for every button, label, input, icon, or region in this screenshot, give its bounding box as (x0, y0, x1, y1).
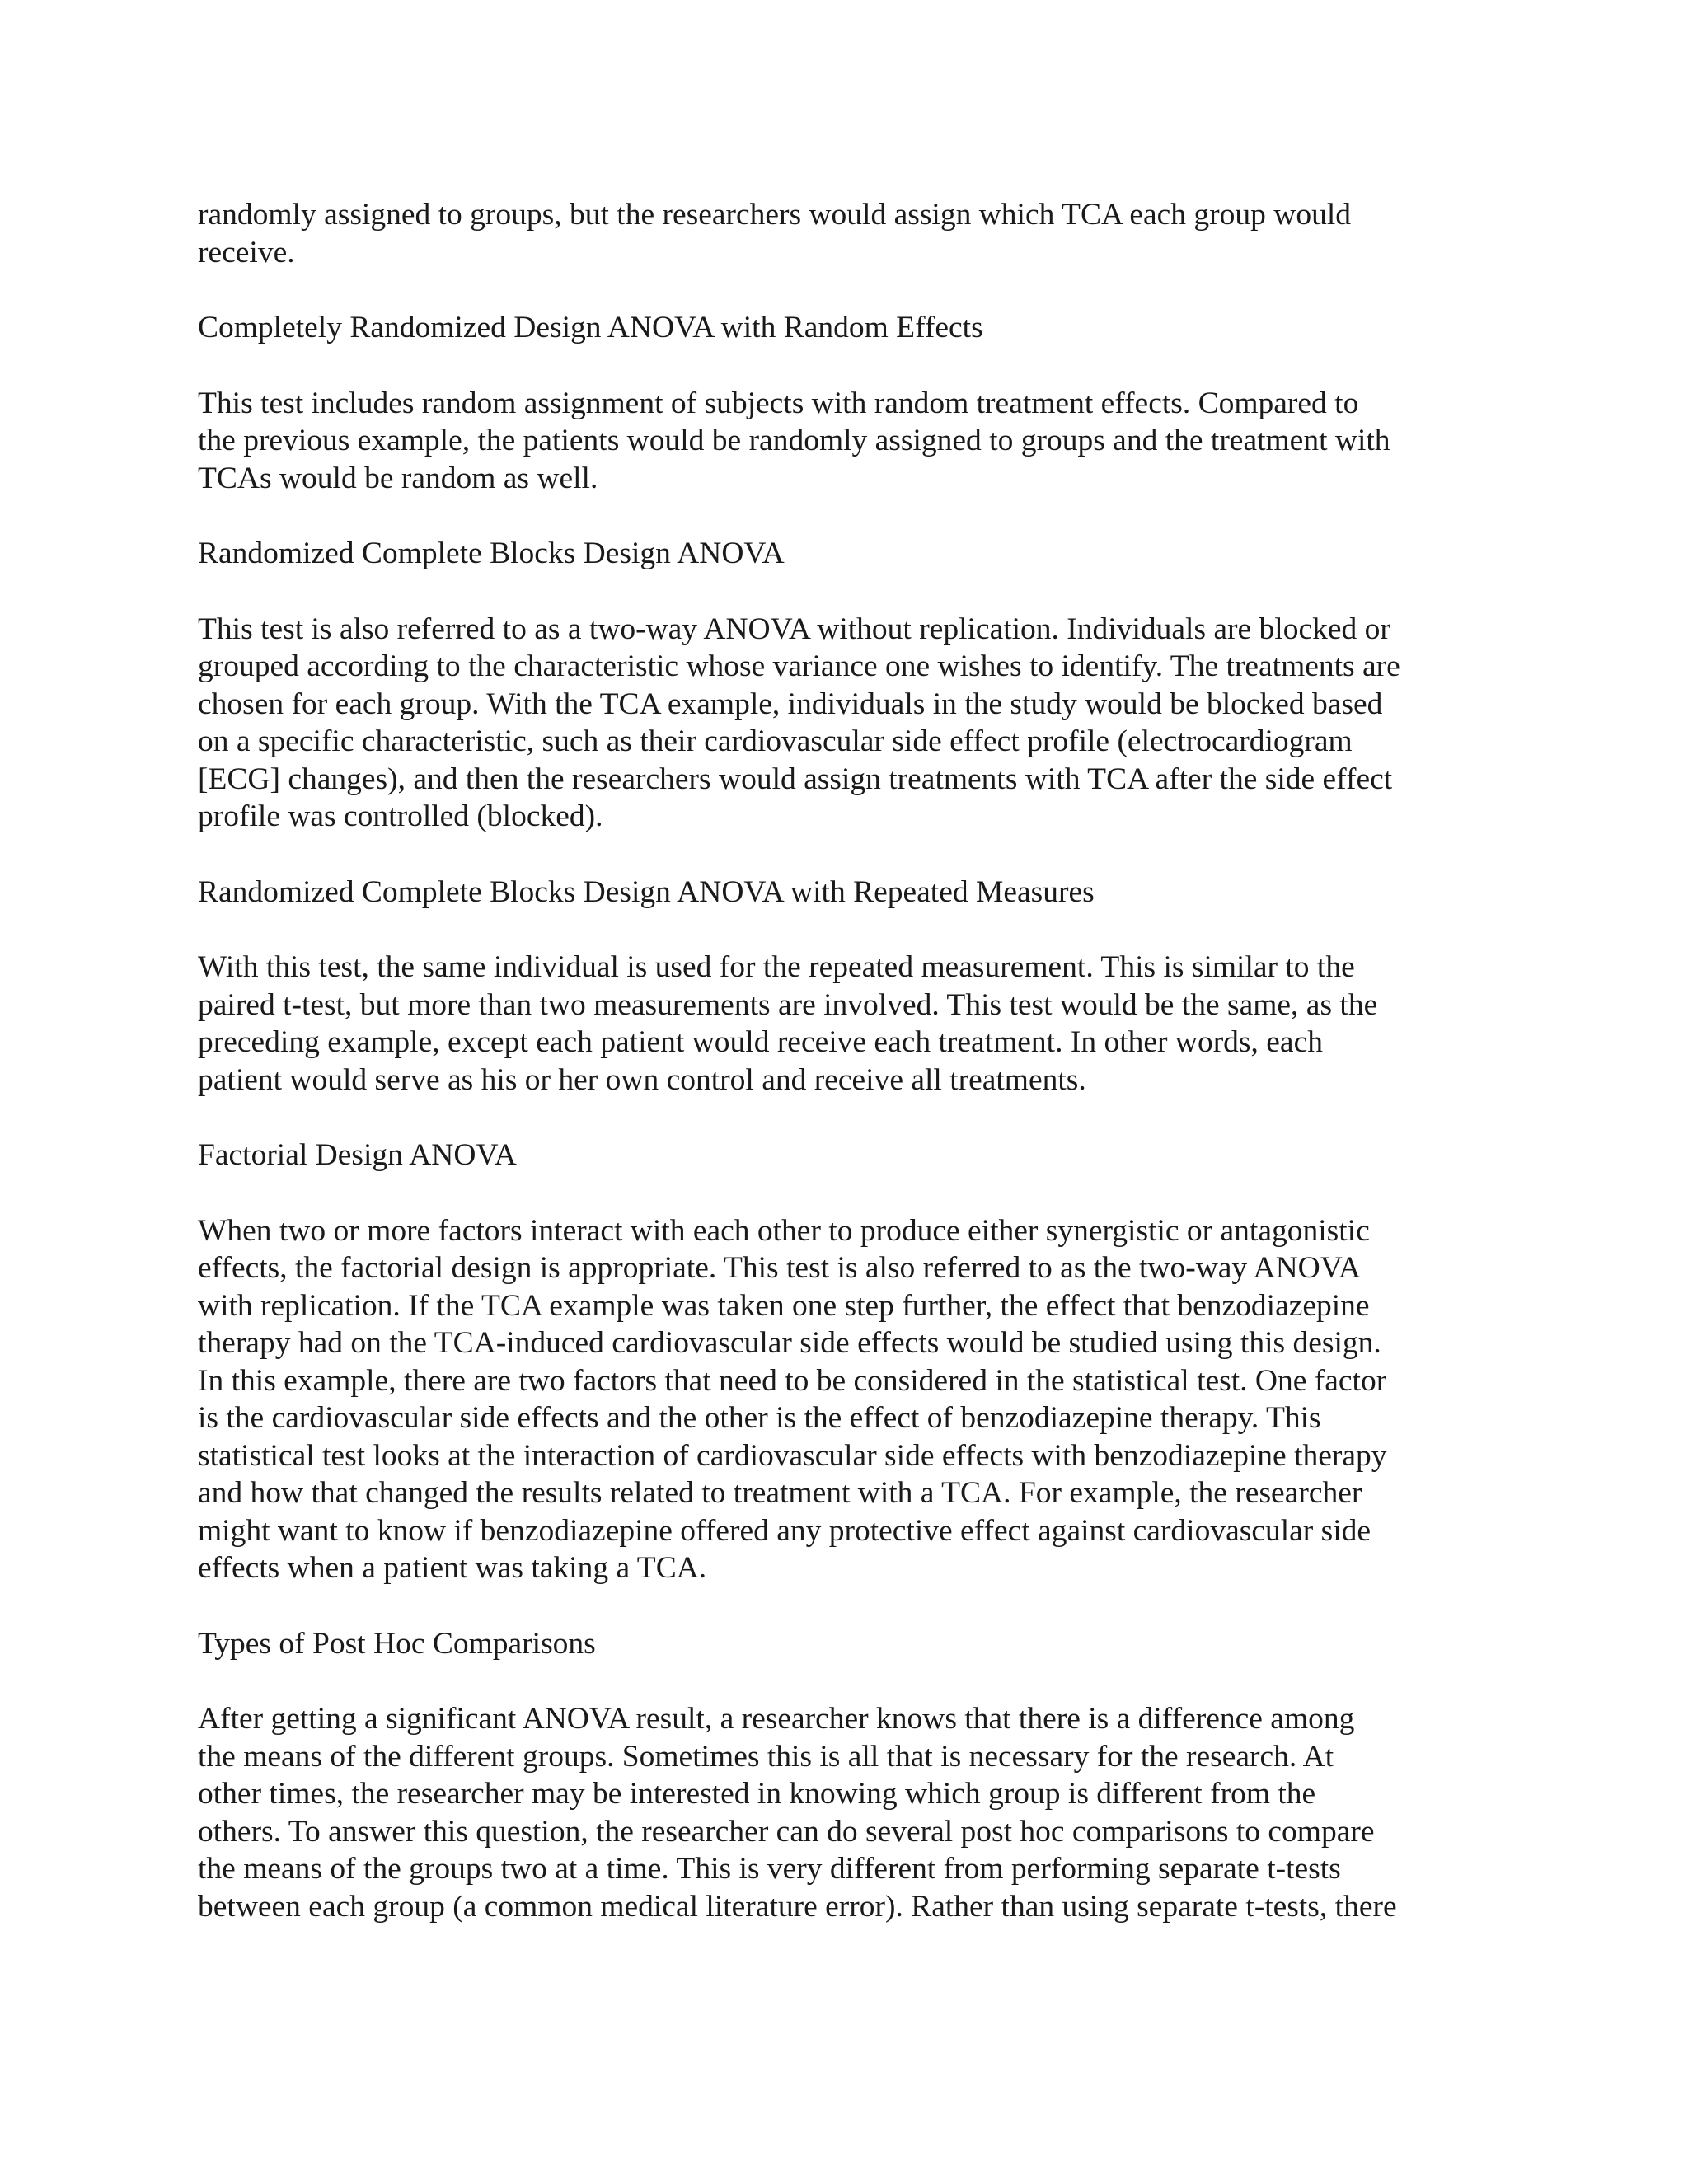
document-page (198, 196, 1500, 1963)
text-line: After getting a significant ANOVA result, a researcher knows that there is a difference among (198, 1702, 1355, 1736)
text-line: This test includes random assignment of subjects with random treatment effects. Compared to (198, 386, 1359, 420)
heading-text: Randomized Complete Blocks Design ANOVA with Repeated Measures (198, 874, 1095, 909)
text-line: [ECG] changes), and then the researchers would assign treatments with TCA after the side effect (198, 762, 1393, 796)
section-heading-post-hoc (198, 1625, 1500, 1663)
text-line: between each group (a common medical literature error). Rather than using separate t-tests, there (198, 1889, 1397, 1924)
paragraph-random-effects (198, 385, 1500, 498)
section-heading-repeated-measures (198, 874, 1500, 912)
section-heading-factorial-design (198, 1137, 1500, 1174)
text-line: randomly assigned to groups, but the researchers would assign which TCA each group would (198, 198, 1352, 232)
paragraph-factorial-design (198, 1212, 1500, 1587)
text-line: When two or more factors interact with each other to produce either synergistic or antagonistic (198, 1213, 1370, 1248)
section-heading-random-effects (198, 309, 1500, 347)
paragraph-repeated-measures (198, 949, 1500, 1099)
paragraph-complete-blocks (198, 611, 1500, 836)
text-line: and how that changed the results related to treatment with a TCA. For example, the researcher (198, 1476, 1362, 1510)
text-line: effects, the factorial design is appropriate. This test is also referred to as the two-way ANOVA (198, 1251, 1362, 1285)
heading-text: Factorial Design ANOVA (198, 1138, 517, 1172)
text-line: TCAs would be random as well. (198, 461, 598, 495)
text-line: In this example, there are two factors that need to be considered in the statistical test. One factor (198, 1363, 1387, 1398)
text-line: is the cardiovascular side effects and the other is the effect of benzodiazepine therapy. This (198, 1401, 1321, 1435)
text-line: grouped according to the characteristic whose variance one wishes to identify. The treatments are (198, 649, 1400, 683)
text-line: This test is also referred to as a two-way ANOVA without replication. Individuals are blocked or (198, 612, 1390, 646)
heading-text: Completely Randomized Design ANOVA with Random Effects (198, 311, 983, 344)
text-line: the means of the different groups. Sometimes this is all that is necessary for the research. At (198, 1739, 1334, 1774)
text-line: other times, the researcher may be interested in knowing which group is different from the (198, 1777, 1316, 1811)
text-line: receive. (198, 235, 295, 269)
paragraph-post-hoc (198, 1700, 1500, 1925)
text-line: might want to know if benzodiazepine offered any protective effect against cardiovascular side (198, 1513, 1372, 1548)
text-line: effects when a patient was taking a TCA. (198, 1551, 707, 1585)
text-line: on a specific characteristic, such as their cardiovascular side effect profile (electrocardiogram (198, 724, 1353, 758)
text-line: profile was controlled (blocked). (198, 799, 603, 833)
text-line: With this test, the same individual is used for the repeated measurement. This is similar to the (198, 950, 1355, 984)
text-line: with replication. If the TCA example was taken one step further, the effect that benzodiazepine (198, 1288, 1370, 1323)
paragraph-continuation (198, 196, 1500, 271)
text-line: statistical test looks at the interaction of cardiovascular side effects with benzodiazepine therapy (198, 1438, 1387, 1473)
text-line: patient would serve as his or her own control and receive all treatments. (198, 1062, 1086, 1097)
text-line: chosen for each group. With the TCA example, individuals in the study would be blocked based (198, 687, 1383, 721)
heading-text: Randomized Complete Blocks Design ANOVA (198, 537, 785, 570)
text-line: preceding example, except each patient would receive each treatment. In other words, each (198, 1025, 1323, 1059)
text-line: the means of the groups two at a time. This is very different from performing separate t-tests (198, 1852, 1341, 1886)
text-line: others. To answer this question, the researcher can do several post hoc comparisons to compare (198, 1814, 1375, 1849)
heading-text: Types of Post Hoc Comparisons (198, 1626, 596, 1661)
text-line: therapy had on the TCA-induced cardiovascular side effects would be studied using this design. (198, 1326, 1381, 1360)
section-heading-complete-blocks (198, 535, 1500, 573)
text-line: paired t-test, but more than two measurements are involved. This test would be the same, as the (198, 987, 1378, 1022)
text-line: the previous example, the patients would be randomly assigned to groups and the treatment with (198, 424, 1390, 457)
